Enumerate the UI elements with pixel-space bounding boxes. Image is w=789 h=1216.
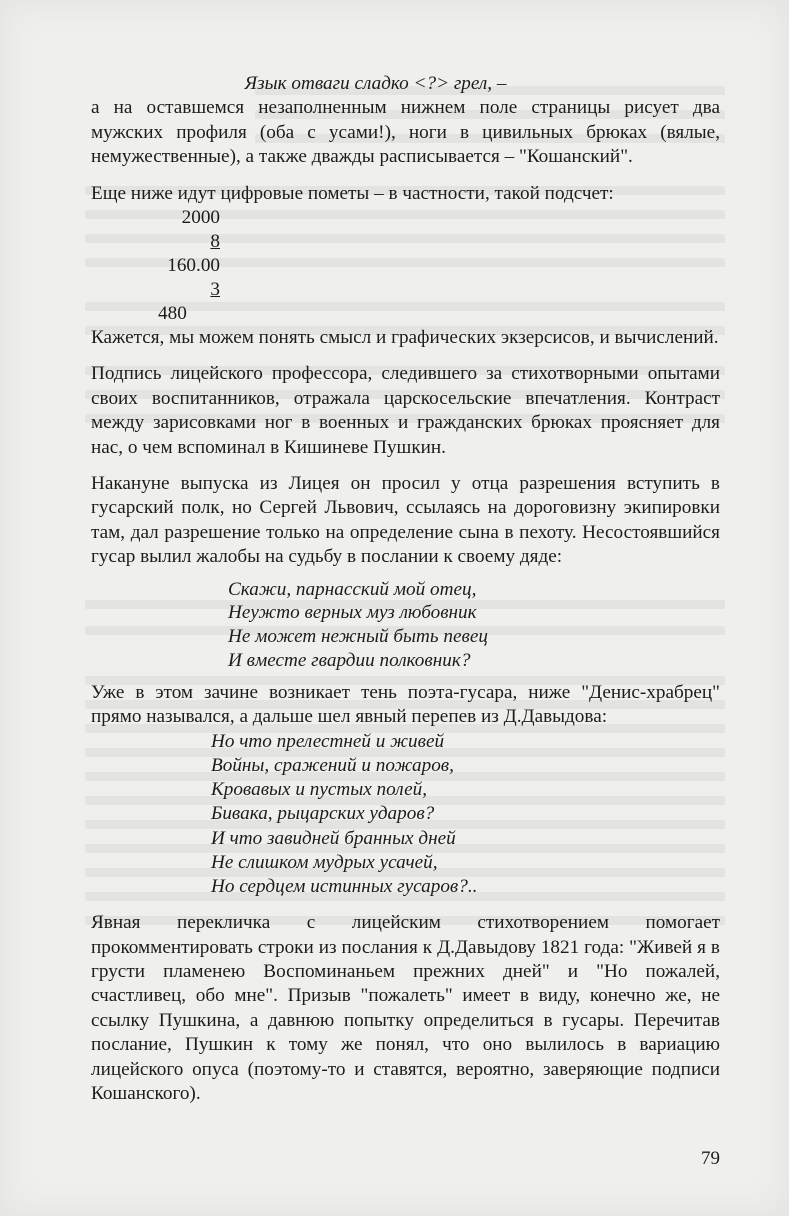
- verse-line: Неужто верных муз любовник: [228, 602, 477, 624]
- paragraph-5: Накануне выпуска из Лицея он просил у отца разрешения вступить в гусарский полк, но Сергей Львович, ссылаясь на дороговизну экипировки там, дал разрешение только на определение сына в пехоту. Несостоявшийся гусар вылил жалобы на судьбу в послании к своему дяде:: [91, 473, 720, 568]
- paragraph-2: Еще ниже идут цифровые пометы – в частности, такой подсчет:: [91, 182, 614, 204]
- page-body: [91, 72, 720, 1106]
- verse-line: Кровавых и пустых полей,: [211, 779, 427, 801]
- verse-line: Не может нежный быть певец: [228, 626, 488, 648]
- paragraph-6: Уже в этом зачине возникает тень поэта-гусара, ниже "Денис-храбрец" прямо назывался, а дальше шел явный перепев из Д.Давыдова:: [91, 681, 720, 728]
- calc-line-3: 160.00: [167, 255, 220, 277]
- verse-line: И что завидней бранных дней: [211, 827, 456, 849]
- paragraph-3: Кажется, мы можем понять смысл и графических экзерсисов, и вычислений.: [91, 327, 719, 349]
- paragraph-4: Подпись лицейского профессора, следившего за стихотворными опытами своих воспитанников, отражала царскосельские впечатления. Контраст между зарисовками ног в военных и гражданских брюках проясняет для нас, о чем вспоминал в Кишиневе Пушкин.: [91, 363, 720, 458]
- verse-line: Скажи, парнасский мой отец,: [228, 578, 477, 600]
- calc-line-5: 480: [158, 303, 187, 325]
- verse-block-2: [211, 730, 720, 899]
- verse-opening-line: Язык отваги сладко <?> грел, –: [244, 73, 507, 94]
- calculation-block: [158, 206, 248, 326]
- verse-line: Но что прелестней и живей: [211, 730, 445, 752]
- verse-line: Но сердцем истинных гусаров?..: [211, 875, 478, 897]
- paragraph-7: Явная перекличка с лицейским стихотворением помогает прокомментировать строки из послания к Д.Давыдову 1821 года: "Живей я в грусти пламенею Воспоминаньем прежних дней" и "Но пожалей, счастливец, обо мне". Призыв "пожалеть" имеет в виду, конечно же, не ссылку Пушкина, а давнюю попытку определиться в гусары. Перечитав послание, Пушкин к тому же понял, что оно вылилось в вариацию лицейского опуса (поэтому-то и ставятся, вероятно, заверяющие подписи Кошанского).: [91, 912, 720, 1104]
- verse-block-1: [228, 578, 720, 673]
- verse-line: И вместе гвардии полковник?: [228, 650, 471, 672]
- calc-line-2: 8: [210, 231, 220, 253]
- paragraph-1: а на оставшемся незаполненным нижнем поле страницы рисует два мужских профиля (оба с усами!), ноги в цивильных брюках (вялые, немужественные), а также дважды расписывается – "Кошанский".: [91, 97, 720, 168]
- verse-line: Войны, сражений и пожаров,: [211, 754, 454, 776]
- verse-line: Бивака, рыцарских ударов?: [211, 803, 435, 825]
- verse-line: Не слишком мудрых усачей,: [211, 851, 438, 873]
- calc-line-4: 3: [210, 279, 220, 301]
- calc-line-1: 2000: [181, 207, 220, 229]
- page-number: 79: [701, 1148, 720, 1169]
